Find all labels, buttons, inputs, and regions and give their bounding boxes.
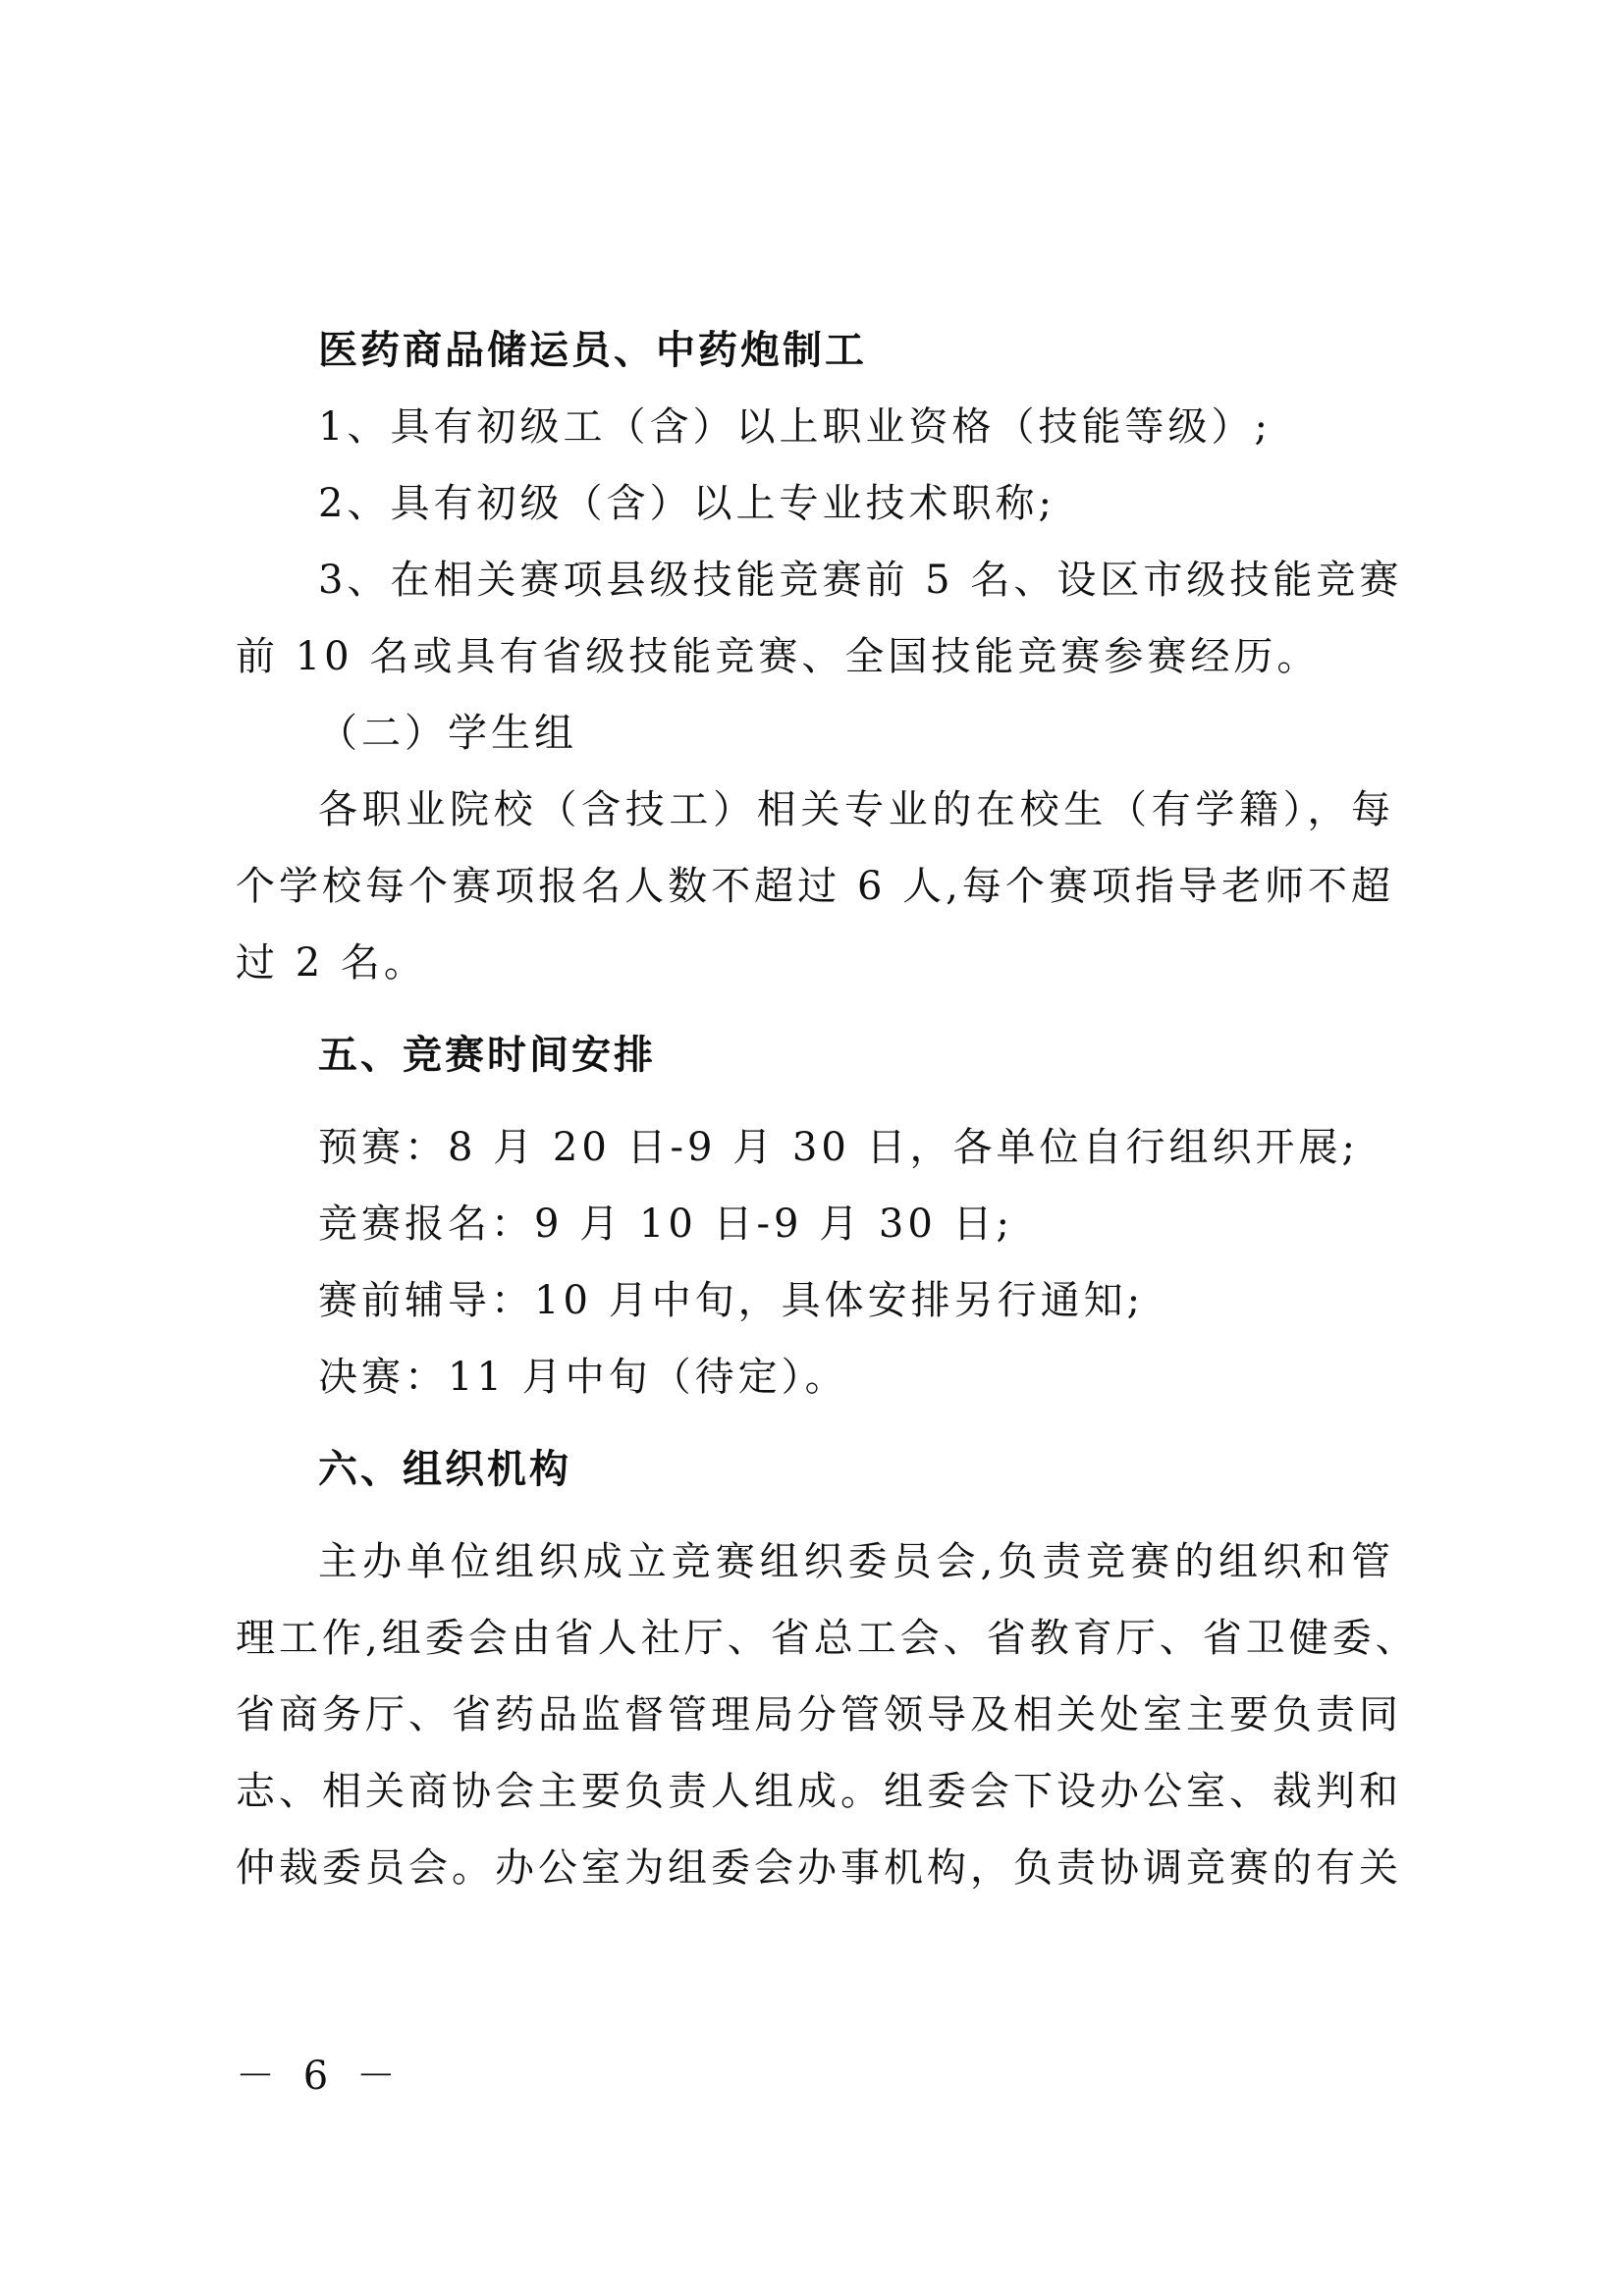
- section-6-title: 六、组织机构: [318, 1447, 571, 1492]
- organization-line-1: 主办单位组织成立竞赛组织委员会,负责竞赛的组织和管: [318, 1539, 1394, 1584]
- organization-line-5: 仲裁委员会。办公室为组委会办事机构，负责协调竞赛的有关: [236, 1845, 1402, 1891]
- document-body: [236, 312, 1419, 1906]
- organization-line-2: 理工作,组委会由省人社厅、省总工会、省教育厅、省卫健委、: [236, 1616, 1419, 1661]
- schedule-final: 决赛：11 月中旬（待定）。: [318, 1355, 848, 1400]
- page-number: － 6 －: [236, 2054, 404, 2099]
- requirement-3-line-2: 前 10 名或具有省级技能竞赛、全国技能竞赛参赛经历。: [236, 634, 1321, 679]
- schedule-coaching: 赛前辅导：10 月中旬，具体安排另行通知;: [318, 1278, 1145, 1323]
- requirement-3-line-1: 3、在相关赛项县级技能竞赛前 5 名、设区市级技能竞赛: [318, 558, 1403, 603]
- heading-requirements: 医药商品储运员、中药炮制工: [318, 328, 867, 373]
- schedule-registration: 竞赛报名：9 月 10 日-9 月 30 日;: [318, 1201, 1013, 1247]
- student-group-line-2: 个学校每个赛项报名人数不超过 6 人,每个赛项指导老师不超: [236, 864, 1394, 909]
- section-5-title: 五、竞赛时间安排: [318, 1033, 656, 1078]
- student-group-line-1: 各职业院校（含技工）相关专业的在校生（有学籍），每: [318, 787, 1394, 832]
- student-group-title: （二）学生组: [318, 711, 577, 756]
- requirement-1: 1、具有初级工（含）以上职业资格（技能等级）;: [318, 404, 1272, 450]
- organization-line-4: 志、相关商协会主要负责人组成。组委会下设办公室、裁判和: [236, 1769, 1402, 1814]
- schedule-preliminary: 预赛：8 月 20 日-9 月 30 日，各单位自行组织开展;: [318, 1125, 1359, 1170]
- requirement-2: 2、具有初级（含）以上专业技术职称;: [318, 481, 1056, 526]
- student-group-line-3: 过 2 名。: [236, 940, 427, 986]
- organization-line-3: 省商务厅、省药品监督管理局分管领导及相关处室主要负责同: [236, 1692, 1402, 1737]
